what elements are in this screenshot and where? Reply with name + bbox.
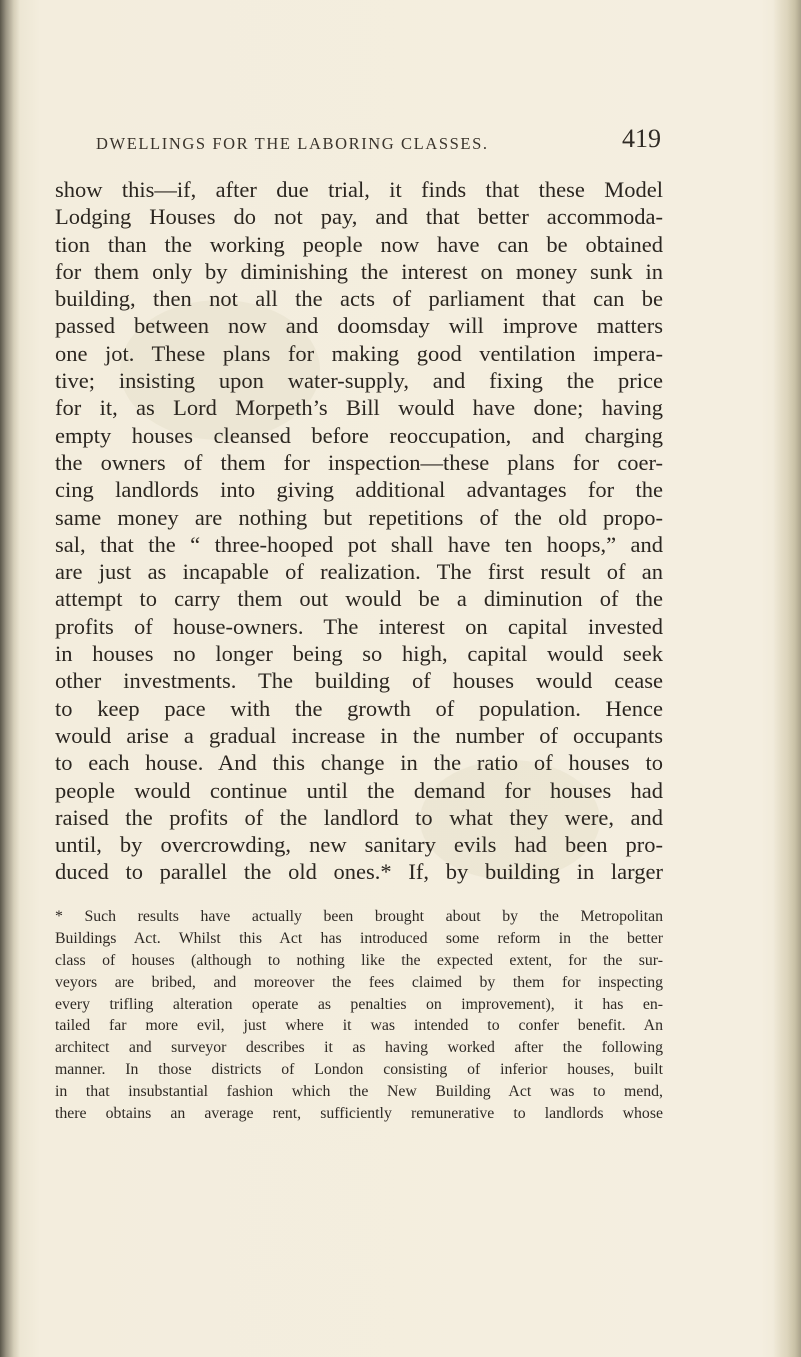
- body-line: to keep pace with the growth of population. Hence: [55, 695, 663, 721]
- page-binding-left: [0, 0, 20, 1357]
- body-line: passed between now and doomsday will improve matters: [55, 313, 663, 339]
- body-line: show this—if, after due trial, it finds that these Model: [55, 177, 663, 202]
- body-text: [55, 176, 663, 886]
- body-line: duced to parallel the old ones.* If, by building in larger: [55, 859, 663, 885]
- body-line: for it, as Lord Morpeth’s Bill would have done; having: [55, 395, 663, 421]
- body-line: tive; insisting upon water-supply, and fixing the price: [55, 368, 663, 394]
- body-line: raised the profits of the landlord to what they were, and: [55, 804, 663, 830]
- body-line: until, by overcrowding, new sanitary evils had been pro-: [55, 832, 663, 858]
- footnote-line: manner. In those districts of London consisting of inferior houses, built: [55, 1061, 663, 1079]
- body-line: the owners of them for inspection—these plans for coer-: [55, 449, 663, 475]
- body-line: sal, that the “ three-hooped pot shall have ten hoops,” and: [55, 531, 663, 557]
- body-line: are just as incapable of realization. The first result of an: [55, 559, 663, 585]
- body-line: one jot. These plans for making good ventilation impera-: [55, 340, 663, 366]
- footnote-line: veyors are bribed, and moreover the fees claimed by them for inspecting: [55, 973, 663, 991]
- body-line: tion than the working people now have can be obtained: [55, 231, 663, 257]
- page-edge-right: [773, 0, 801, 1357]
- body-line: attempt to carry them out would be a diminution of the: [55, 586, 663, 612]
- footnote-line: * Such results have actually been brought about by the Metropolitan: [55, 908, 663, 925]
- page-number: 419: [622, 124, 661, 153]
- running-head: DWELLINGS FOR THE LABORING CLASSES.: [96, 134, 489, 153]
- footnote: [55, 906, 663, 1125]
- footnote-line: every trifling alteration operate as penalties on improvement), it has en-: [55, 995, 663, 1013]
- footnote-line: there obtains an average rent, sufficiently remunerative to landlords whose: [55, 1105, 663, 1123]
- footnote-line: class of houses (although to nothing like the expected extent, for the sur-: [55, 951, 663, 969]
- body-line: for them only by diminishing the interest on money sunk in: [55, 258, 663, 284]
- body-line: cing landlords into giving additional advantages for the: [55, 477, 663, 503]
- body-line: building, then not all the acts of parliament that can be: [55, 286, 663, 312]
- footnote-line: in that insubstantial fashion which the New Building Act was to mend,: [55, 1083, 663, 1101]
- body-line: to each house. And this change in the ratio of houses to: [55, 750, 663, 776]
- body-line: people would continue until the demand for houses had: [55, 777, 663, 803]
- body-line: same money are nothing but repetitions of the old propo-: [55, 504, 663, 530]
- body-line: profits of house-owners. The interest on capital invested: [55, 613, 663, 639]
- body-line: would arise a gradual increase in the number of occupants: [55, 722, 663, 748]
- body-line: in houses no longer being so high, capital would seek: [55, 641, 663, 667]
- footnote-line: architect and surveyor describes it as having worked after the following: [55, 1039, 663, 1057]
- footnote-line: Buildings Act. Whilst this Act has introduced some reform in the better: [55, 929, 663, 947]
- body-line: empty houses cleansed before reoccupation, and charging: [55, 422, 663, 448]
- body-line: other investments. The building of houses would cease: [55, 668, 663, 694]
- body-line: Lodging Houses do not pay, and that better accommoda-: [55, 204, 663, 230]
- footnote-line: tailed far more evil, just where it was intended to confer benefit. An: [55, 1017, 663, 1035]
